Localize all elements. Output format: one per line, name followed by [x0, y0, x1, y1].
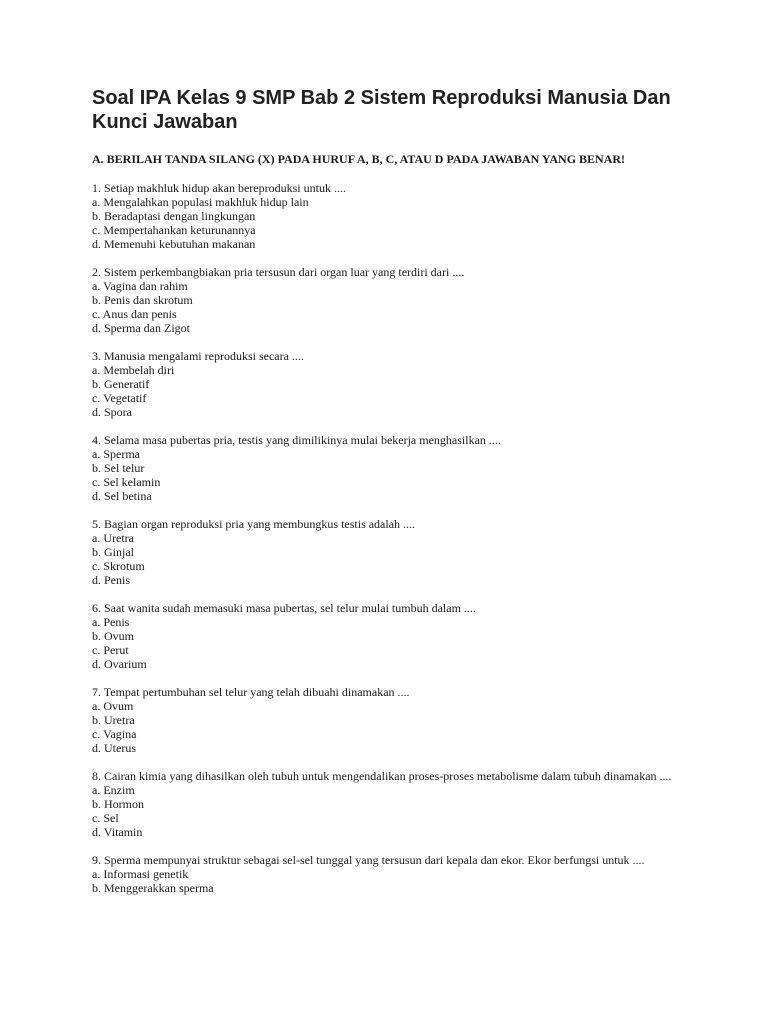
option-b: b. Beradaptasi dengan lingkungan: [92, 209, 256, 223]
question-stem: 4. Selama masa pubertas pria, testis yang dimilikinya mulai bekerja menghasilkan ....: [92, 433, 501, 447]
question-stem: 6. Saat wanita sudah memasuki masa pubertas, sel telur mulai tumbuh dalam ....: [92, 601, 476, 615]
option-b: b. Uretra: [92, 713, 135, 727]
question-3: [92, 349, 684, 419]
option-c: c. Sel kelamin: [92, 475, 161, 489]
option-b: b. Penis dan skrotum: [92, 293, 193, 307]
document-page: [92, 86, 684, 909]
question-stem: 1. Setiap makhluk hidup akan bereproduksi untuk ....: [92, 181, 346, 195]
question-5: [92, 517, 684, 587]
section-heading: A. BERILAH TANDA SILANG (X) PADA HURUF A, B, C, ATAU D PADA JAWABAN YANG BENAR!: [92, 152, 626, 166]
question-stem: 3. Manusia mengalami reproduksi secara ....: [92, 349, 304, 363]
option-a: a. Informasi genetik: [92, 867, 189, 881]
document-title: Soal IPA Kelas 9 SMP Bab 2 Sistem Reproduksi Manusia Dan Kunci Jawaban: [92, 87, 671, 133]
option-b: b. Menggerakkan sperma: [92, 881, 214, 895]
question-stem: 2. Sistem perkembangbiakan pria tersusun dari organ luar yang terdiri dari ....: [92, 265, 465, 279]
question-8: [92, 769, 684, 839]
option-a: a. Ovum: [92, 699, 134, 713]
question-7: [92, 685, 684, 755]
option-d: d. Spora: [92, 405, 132, 419]
option-b: b. Sel telur: [92, 461, 145, 475]
option-a: a. Mengalahkan populasi makhluk hidup lain: [92, 195, 309, 209]
option-c: c. Perut: [92, 643, 129, 657]
option-a: a. Uretra: [92, 531, 134, 545]
option-c: c. Anus dan penis: [92, 307, 177, 321]
option-b: b. Hormon: [92, 797, 144, 811]
option-a: a. Enzim: [92, 783, 135, 797]
question-stem: 7. Tempat pertumbuhan sel telur yang telah dibuahi dinamakan ....: [92, 685, 410, 699]
option-d: d. Sperma dan Zigot: [92, 321, 190, 335]
option-d: d. Memenuhi kebutuhan makanan: [92, 237, 256, 251]
option-c: c. Skrotum: [92, 559, 145, 573]
question-stem: 8. Cairan kimia yang dihasilkan oleh tubuh untuk mengendalikan proses-proses metabolisme dalam tubuh dinamakan ....: [92, 769, 672, 783]
option-d: d. Sel betina: [92, 489, 152, 503]
option-b: b. Ginjal: [92, 545, 134, 559]
option-c: c. Sel: [92, 811, 119, 825]
option-c: c. Vegetatif: [92, 391, 147, 405]
question-9: [92, 853, 684, 895]
question-6: [92, 601, 684, 671]
option-c: c. Mempertahankan keturunannya: [92, 223, 256, 237]
option-d: d. Ovarium: [92, 657, 147, 671]
question-1: [92, 181, 684, 251]
option-a: a. Vagina dan rahim: [92, 279, 188, 293]
option-c: c. Vagina: [92, 727, 137, 741]
option-b: b. Ovum: [92, 629, 134, 643]
question-4: [92, 433, 684, 503]
option-d: d. Uterus: [92, 741, 136, 755]
option-a: a. Penis: [92, 615, 130, 629]
option-a: a. Sperma: [92, 447, 140, 461]
option-d: d. Vitamin: [92, 825, 143, 839]
question-2: [92, 265, 684, 335]
option-b: b. Generatif: [92, 377, 150, 391]
option-a: a. Membelah diri: [92, 363, 175, 377]
option-d: d. Penis: [92, 573, 131, 587]
question-stem: 5. Bagian organ reproduksi pria yang membungkus testis adalah ....: [92, 517, 416, 531]
question-stem: 9. Sperma mempunyai struktur sebagai sel-sel tunggal yang tersusun dari kepala dan ekor. Ekor berfungsi untuk ....: [92, 853, 645, 867]
